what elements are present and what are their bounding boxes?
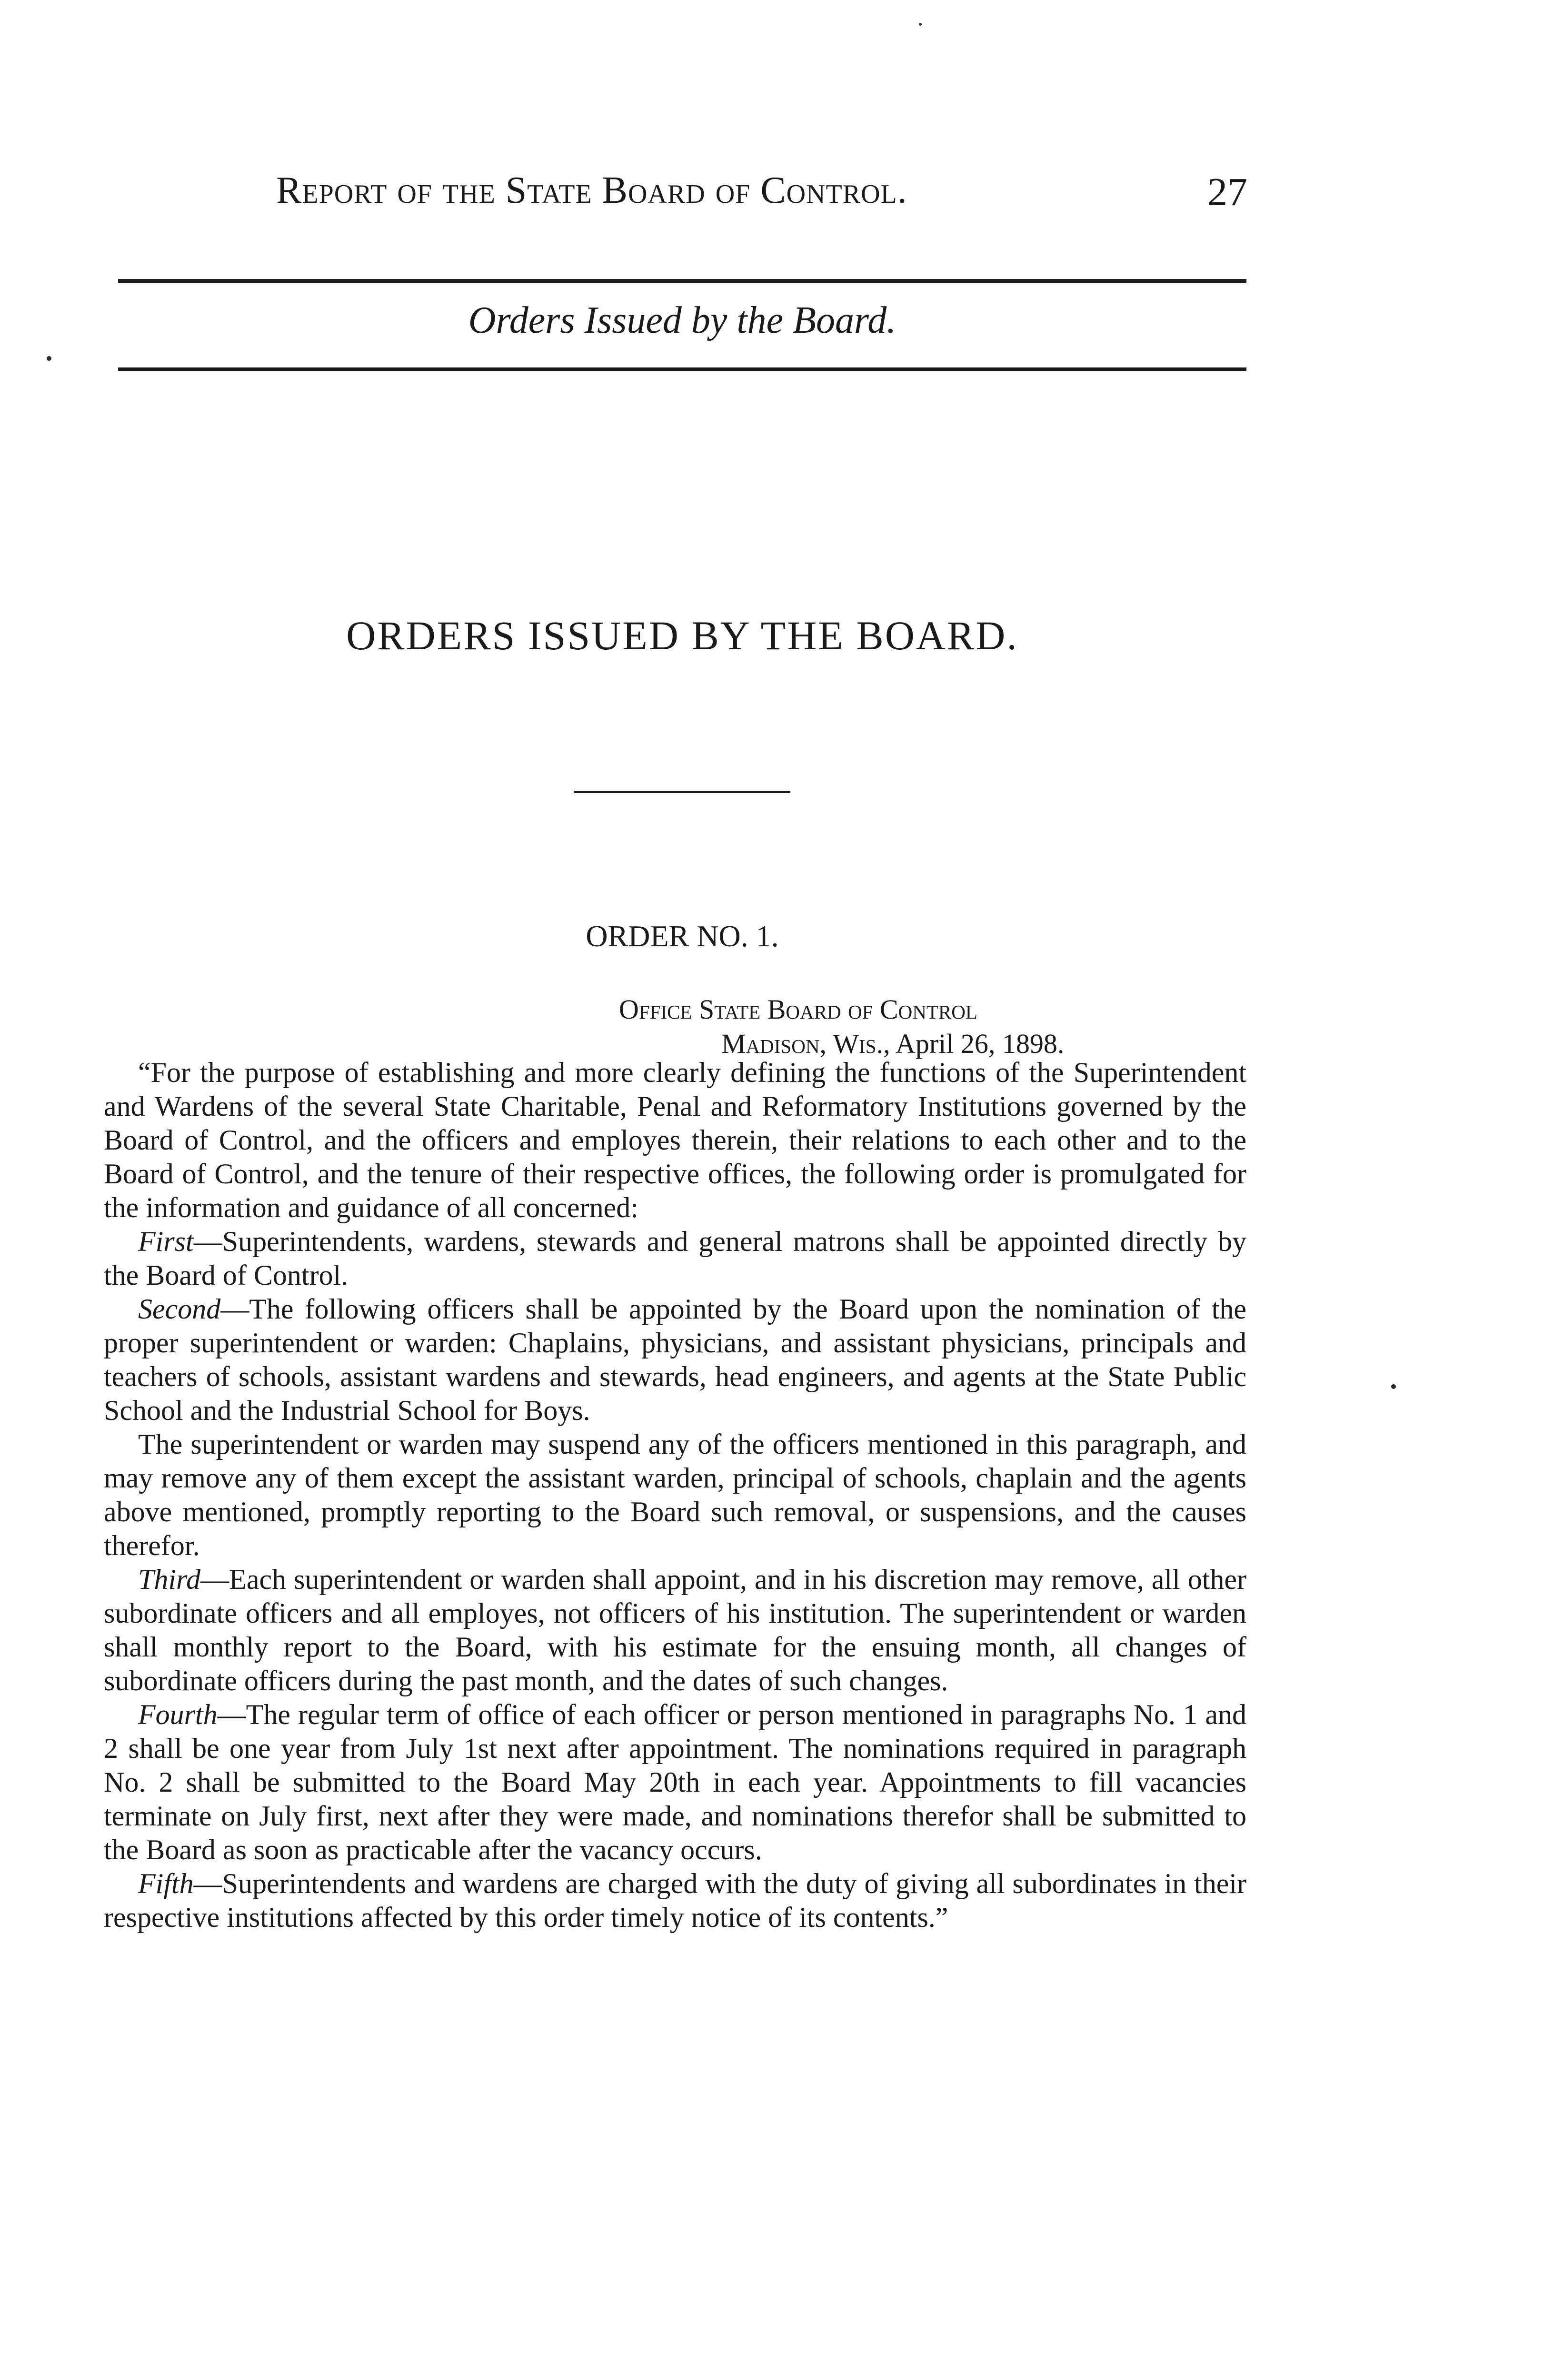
paragraph-text: —Superintendents and wardens are charged with the duty of giving all subordinates in their respective institutions affected by this order timely notice of its contents.” — [104, 1868, 1246, 1933]
paragraph-label: Second — [138, 1293, 221, 1325]
header-rule-top — [118, 279, 1246, 283]
paragraph-text: —Each superintendent or warden shall appoint, and in his discretion may remove, all other subordinate officers and all employes, not officers of his institution. The superintendent or warden shall monthly report to the Board, with his estimate for the ensuing month, all changes of subordinate officers during the past month, and the dates of such changes. — [104, 1564, 1246, 1696]
header-rule-bottom — [118, 367, 1246, 371]
scan-speck — [919, 23, 922, 26]
paragraph-label: Fifth — [138, 1868, 194, 1899]
scan-speck — [47, 356, 51, 361]
order-body — [104, 1056, 1246, 1934]
paragraph-text: —Superintendents, wardens, stewards and general matrons shall be appointed directly by the Board of Control. — [104, 1226, 1246, 1291]
order-paragraph-fourth — [104, 1698, 1246, 1867]
paragraph-label: First — [138, 1226, 194, 1257]
order-heading: ORDER NO. 1. — [586, 919, 779, 953]
page-title: ORDERS ISSUED BY THE BOARD. — [346, 613, 1018, 658]
paragraph-text: —The regular term of office of each officer or person mentioned in paragraphs No. 1 and 2 shall be one year from July 1st next after appointment. The nominations required in paragraph No. 2 shall be submitted to the Board May 20th in each year. Appointments to fill vacancies terminate on July first, next after they were made, and nominations therefor shall be submitted to the Board as soon as practicable after the vacancy occurs. — [104, 1699, 1246, 1865]
title-divider — [574, 791, 790, 793]
order-paragraph-second — [104, 1292, 1246, 1428]
order-paragraph-first — [104, 1225, 1246, 1292]
running-head — [276, 169, 1247, 221]
page-number: 27 — [1207, 170, 1247, 214]
order-paragraph-second-continued — [104, 1428, 1246, 1563]
dateline-date: April 26, 1898. — [895, 1028, 1065, 1059]
dateline-office: Office State Board of Control — [619, 994, 977, 1025]
paragraph-text: —The following officers shall be appointed by the Board upon the nomination of the proper superintendent or warden: Chaplains, physicians, and assistant physicians, principals and teachers of schools, assistant wardens and stewards, head engineers, and agents at the State Public School and the Industrial School for Boys. — [104, 1293, 1246, 1426]
section-caption: Orders Issued by the Board. — [468, 299, 897, 341]
order-paragraph-fifth — [104, 1867, 1246, 1934]
paragraph-label: Fourth — [138, 1699, 218, 1730]
running-title: Report of the State Board of Control. — [276, 169, 907, 211]
scan-speck — [1391, 1384, 1396, 1389]
paragraph-label: Third — [138, 1564, 201, 1595]
dateline-place: Madison, Wis., — [721, 1028, 890, 1059]
order-paragraph-third — [104, 1563, 1246, 1698]
dateline — [619, 992, 1219, 1061]
paragraph-text: The superintendent or warden may suspend any of the officers mentioned in this paragraph, and may remove any of them except the assistant warden, principal of schools, chaplain and the agents above mentioned, promptly reporting to the Board such removal, or suspensions, and the causes therefor. — [104, 1428, 1246, 1561]
order-intro-paragraph: “For the purpose of establishing and more clearly defining the functions of the Superintendent and Wardens of the several State Charitable, Penal and Reformatory Institutions governed by the Board of Control, and the officers and employes therein, their relations to each other and to the Board of Control, and the tenure of their respective offices, the following order is promulgated for the information and guidance of all concerned: — [104, 1057, 1246, 1223]
